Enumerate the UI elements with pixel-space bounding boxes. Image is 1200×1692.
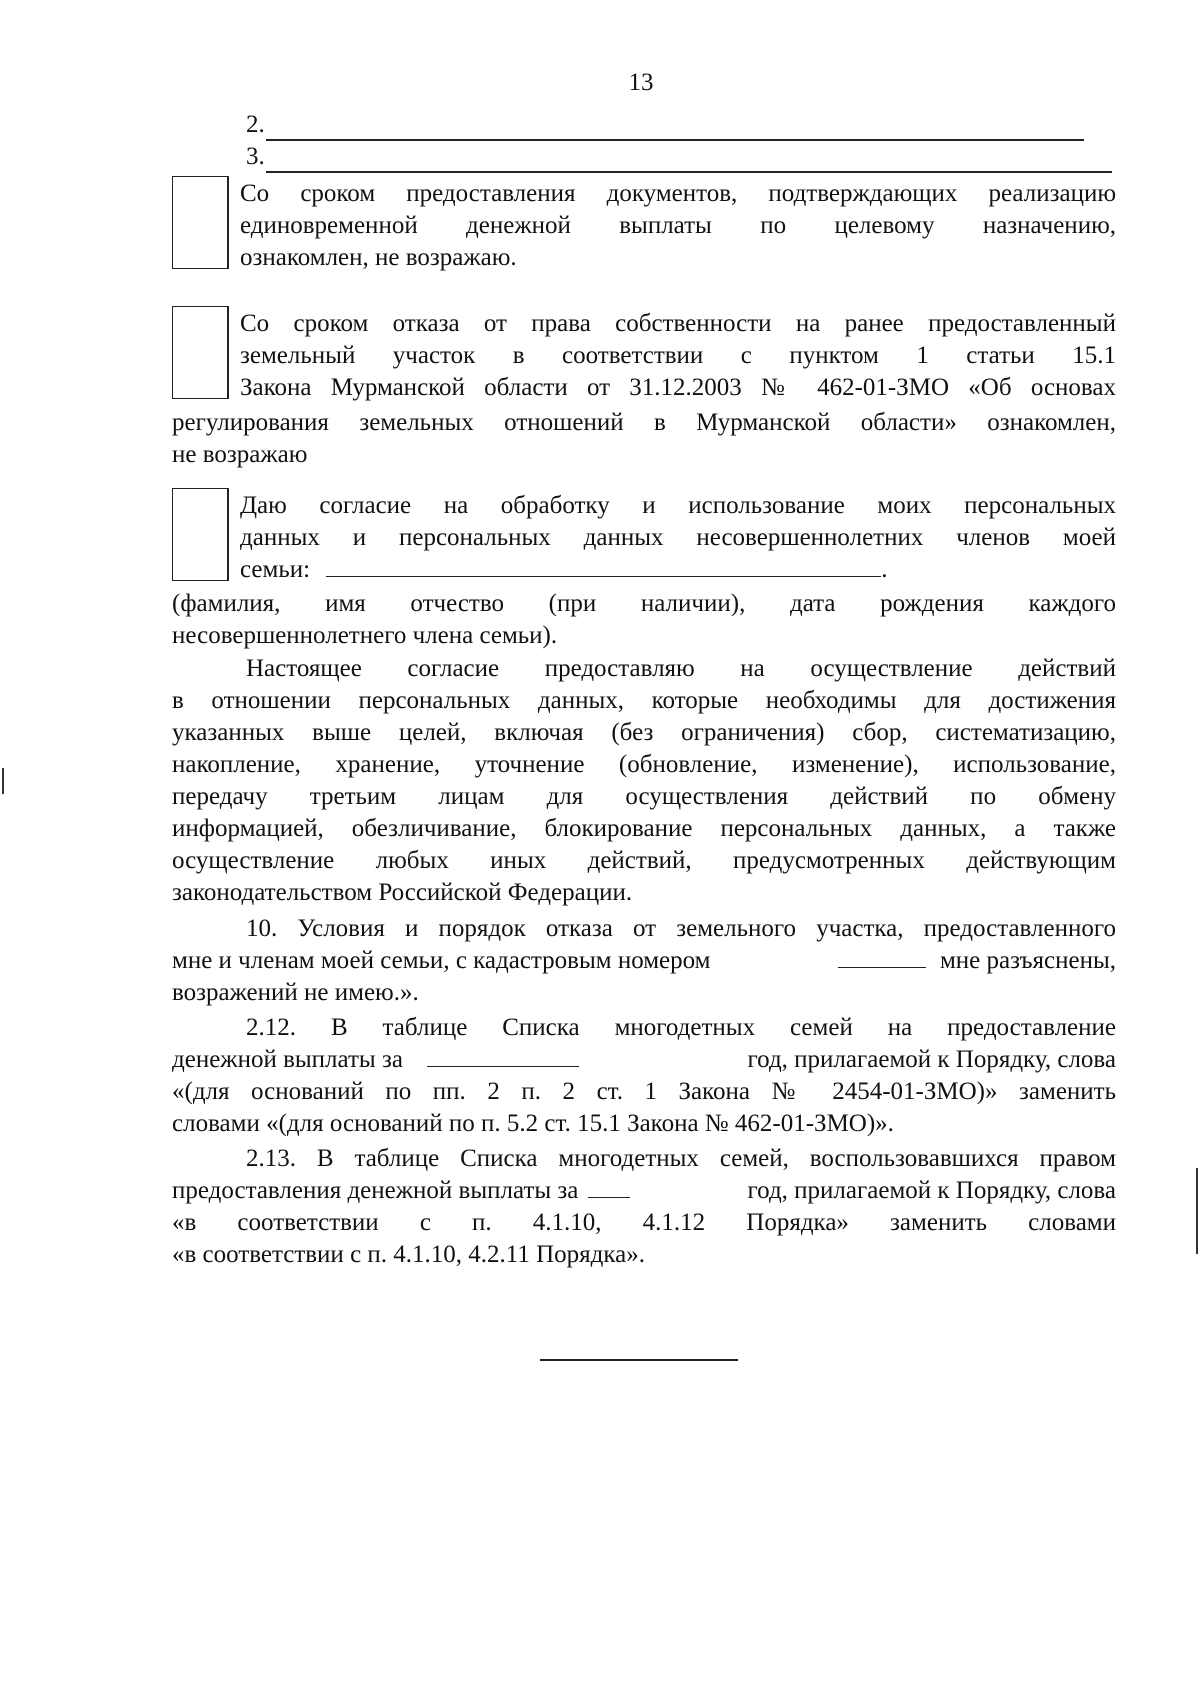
checkbox-2-text-line: земельный участок в соответствии с пунктом 1 статьи 15.1 [240, 342, 1116, 369]
item-2-12-line: словами «(для оснований по п. 5.2 ст. 15.1 Закона № 462-01-ЗМО)». [172, 1110, 894, 1137]
end-of-document-rule [540, 1359, 738, 1361]
item-10-line2-prefix: мне и членам моей семьи, с кадастровым номером [172, 947, 711, 974]
checkbox-3-note-line: (фамилия, имя отчество (при наличии), дата рождения каждого [172, 590, 1116, 617]
item-2-12-year-line [172, 1044, 1116, 1075]
scan-edge-mark [2, 768, 4, 794]
checkbox-2-text-line: Со сроком отказа от права собственности на ранее предоставленный [240, 310, 1116, 337]
family-line-period: . [881, 556, 888, 583]
consent-paragraph-line: в отношении персональных данных, которые необходимы для достижения [172, 687, 1116, 714]
checkbox-2-text-line: Закона Мурманской области от 31.12.2003 № 462-01-ЗМО «Об основах [240, 374, 1116, 401]
checkbox-divider [227, 488, 229, 581]
checkbox-2-text-line: не возражаю [172, 441, 308, 468]
item-2-13-line2-prefix: предоставления денежной выплаты за [172, 1177, 579, 1204]
checkbox-3-text-line: Даю согласие на обработку и использование моих персональных [240, 492, 1116, 519]
checkbox-3-note-line: несовершеннолетнего члена семьи). [172, 622, 558, 649]
item-2-13-line2-suffix: год, прилагаемой к Порядку, слова [747, 1177, 1116, 1204]
family-label: семьи: [240, 556, 311, 583]
item-3-label: 3. [246, 143, 265, 170]
consent-paragraph-line: передачу третьим лицам для осуществления действий по обмену [172, 783, 1116, 810]
consent-paragraph-line: накопление, хранение, уточнение (обновление, изменение), использование, [172, 751, 1116, 778]
checkbox-3-text-line: данных и персональных данных несовершеннолетних членов моей [240, 524, 1116, 551]
checkbox-2-text-line: регулирования земельных отношений в Мурманской области» ознакомлен, [172, 409, 1116, 436]
checkbox-property-refusal[interactable] [172, 306, 227, 399]
item-2-12-line2-prefix: денежной выплаты за [172, 1046, 403, 1073]
item-2-label: 2. [246, 111, 265, 138]
cadastral-number-blank[interactable] [838, 945, 926, 968]
checkbox-1-text-line: Со сроком предоставления документов, подтверждающих реализацию [240, 180, 1116, 207]
checkbox-divider [227, 176, 229, 269]
page-number: 13 [628, 69, 654, 96]
item-2-13-year-line [172, 1175, 1116, 1206]
checkbox-divider [227, 306, 229, 399]
checkbox-documents-deadline[interactable] [172, 176, 227, 269]
consent-paragraph-line: осуществление любых иных действий, предусмотренных действующим [172, 847, 1116, 874]
item-2-12-line2-suffix: год, прилагаемой к Порядку, слова [747, 1046, 1116, 1073]
item-2-12-line: 2.12. В таблице Списка многодетных семей на предоставление [246, 1014, 1116, 1041]
item-2-blank-line [266, 139, 1084, 141]
consent-paragraph-line: указанных выше целей, включая (без ограничения) сбор, систематизацию, [172, 719, 1116, 746]
checkbox-1-text-line: ознакомлен, не возражаю. [240, 244, 517, 271]
item-10-cadastral-line [172, 945, 1116, 976]
consent-paragraph-line: Настоящее согласие предоставляю на осуществление действий [246, 655, 1116, 682]
item-2-13-line: 2.13. В таблице Списка многодетных семей, воспользовавшихся правом [246, 1145, 1116, 1172]
item-2-13-line: «в соответствии с п. 4.1.10, 4.2.11 Порядка». [172, 1241, 645, 1268]
item-10-line: возражений не имею.». [172, 979, 419, 1006]
year-blank[interactable] [588, 1175, 630, 1198]
scan-edge-mark [1196, 1168, 1198, 1254]
item-3-blank-line [266, 171, 1112, 173]
family-members-blank[interactable] [326, 554, 881, 577]
item-10-line2-suffix: мне разъяснены, [939, 947, 1116, 974]
consent-paragraph-line: законодательством Российской Федерации. [172, 879, 633, 906]
item-2-13-line: «в соответствии с п. 4.1.10, 4.1.12 Порядка» заменить словами [172, 1209, 1116, 1236]
checkbox-3-family-line [240, 554, 1116, 585]
consent-paragraph-line: информацией, обезличивание, блокирование персональных данных, а также [172, 815, 1116, 842]
checkbox-1-text-line: единовременной денежной выплаты по целевому назначению, [240, 212, 1116, 239]
year-blank[interactable] [427, 1044, 579, 1067]
checkbox-personal-data-consent[interactable] [172, 488, 227, 581]
item-2-12-line: «(для оснований по пп. 2 п. 2 ст. 1 Закона № 2454-01-ЗМО)» заменить [172, 1078, 1116, 1105]
item-10-line: 10. Условия и порядок отказа от земельного участка, предоставленного [246, 915, 1116, 942]
